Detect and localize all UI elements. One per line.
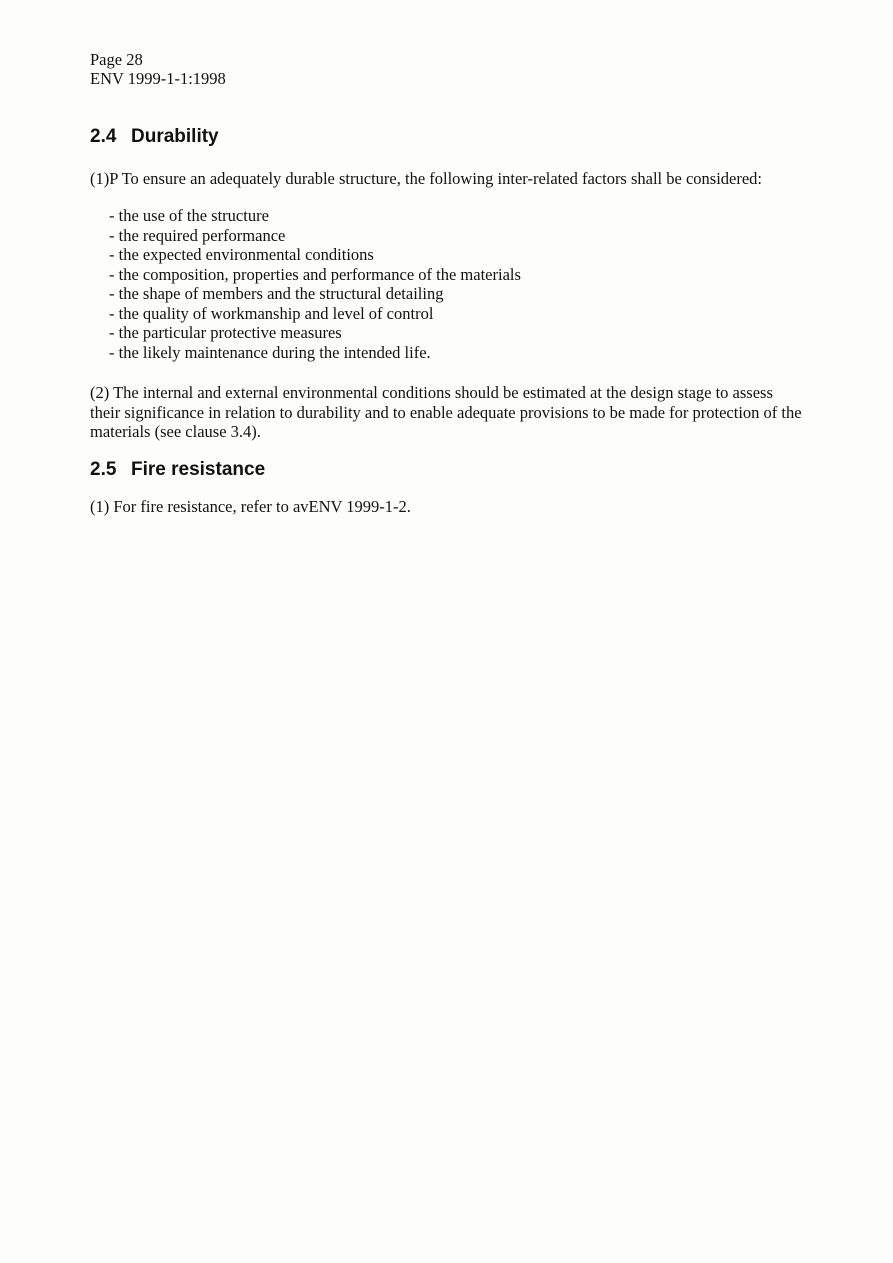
list-item: - the particular protective measures [109,323,342,342]
paragraph-fire-resistance-1: (1) For fire resistance, refer to avENV 1999-1-2. [90,497,411,516]
section-title: Fire resistance [131,459,266,480]
list-item: - the composition, properties and performance of the materials [109,264,521,284]
paragraph-durability-1: (1)P To ensure an adequately durable structure, the following inter-related factors shall be considered: [90,169,763,188]
section-title: Durability [131,126,219,147]
section-number: 2.5 [90,459,117,480]
page-header [90,50,226,88]
page-number: Page 28 [90,50,143,69]
standard-reference: ENV 1999-1-1:1998 [90,69,226,88]
list-item: - the shape of members and the structural detailing [109,284,444,303]
durability-factor-list [109,206,521,362]
list-item: - the expected environmental conditions [109,245,374,264]
section-heading-fire-resistance [90,459,265,481]
list-item: - the likely maintenance during the intended life. [109,342,431,362]
section-number: 2.4 [90,126,117,147]
list-item: - the quality of workmanship and level of control [109,303,434,323]
list-item: - the required performance [109,225,286,245]
section-heading-durability [90,126,219,148]
list-item: - the use of the structure [109,206,269,225]
paragraph-durability-2: (2) The internal and external environmental conditions should be estimated at the design stage to assess their significance in relation to durability and to enable adequate provisions to be made for protection of the materials (see clause 3.4). [90,383,802,441]
